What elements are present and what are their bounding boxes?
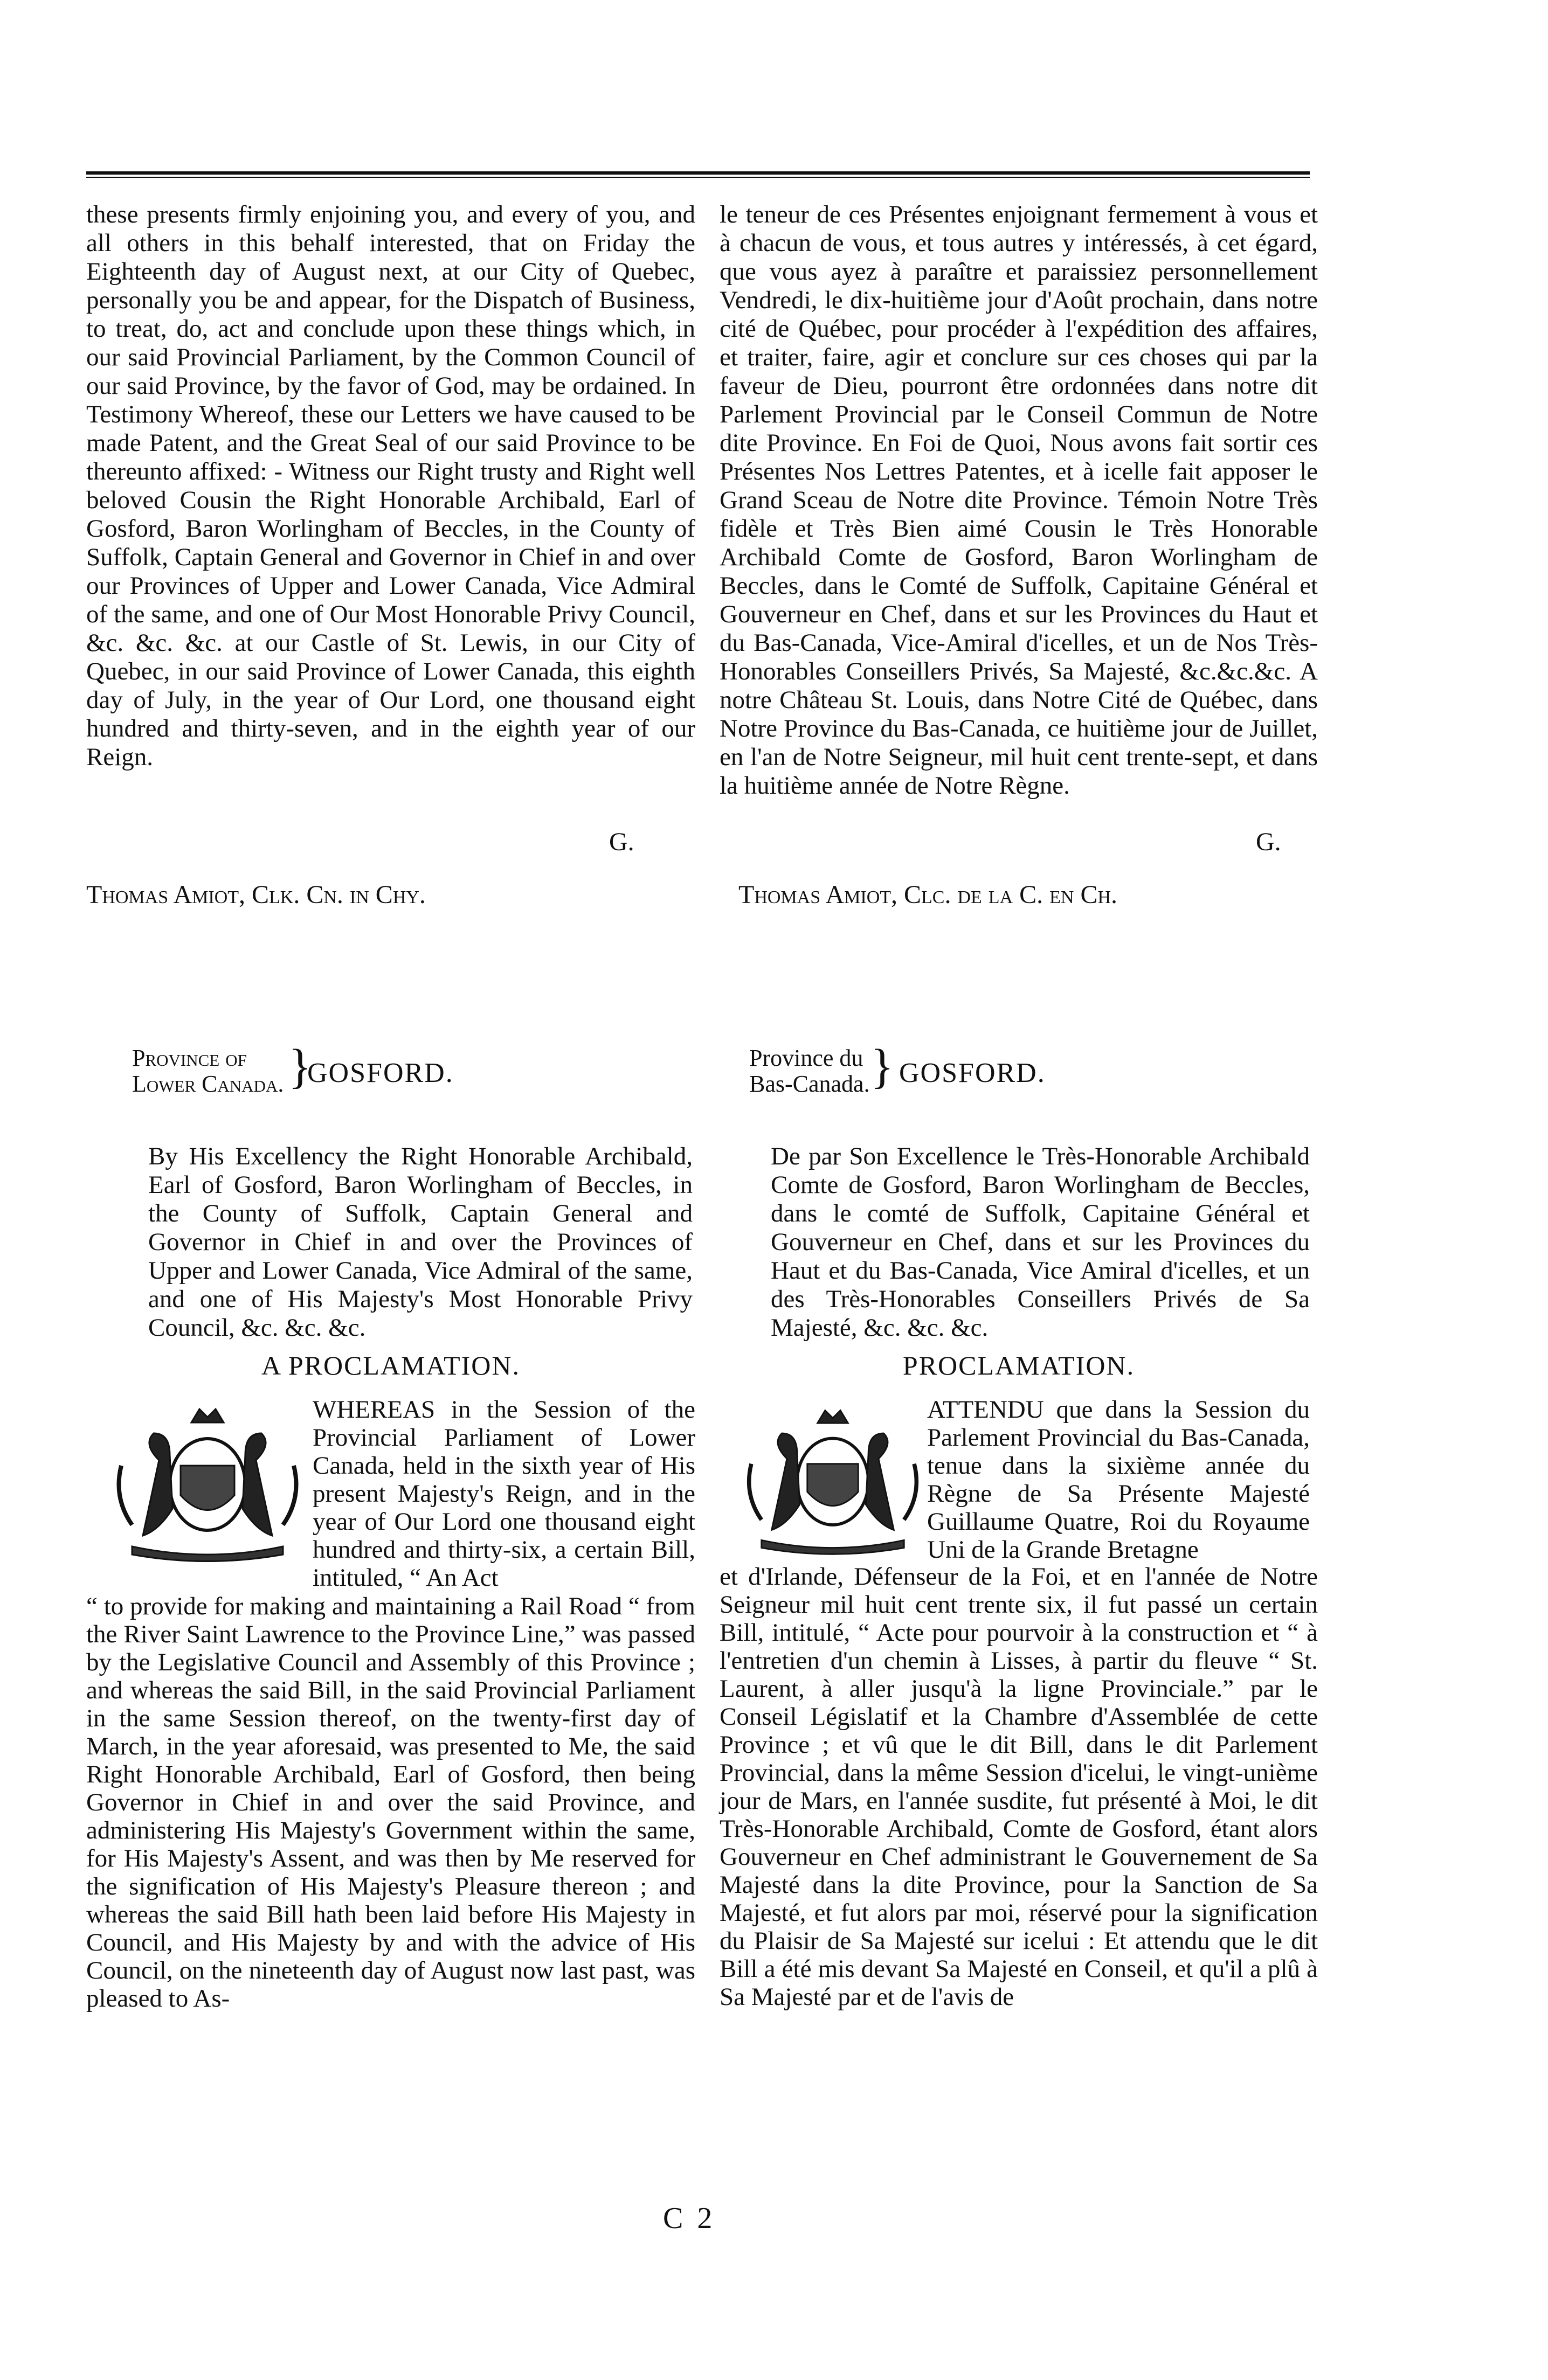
- left-proclamation-title: A PROCLAMATION.: [261, 1350, 521, 1380]
- left-proclamation-intro: WHEREAS in the Session of the Provincial Parliament of Lower Canada, held in the sixth year of His present Majesty's Reign, and in the year of Our Lord one thousand eight hundred and thirty-six, a certain Bill, intituled, “ An Act: [313, 1396, 695, 1592]
- right-clerk-signature: Thomas Amiot, Clc. de la C. en Ch.: [738, 880, 1118, 909]
- left-by-excellency: By His Excellency the Right Honorable Archibald, Earl of Gosford, Baron Worlingham of Beccles, in the County of Suffolk, Captain General and Governor in Chief in and over the Provinces of Upper and Lower Canada, Vice Admiral of the same, and one of His Majesty's Most Honorable Privy Council, &c. &c. &c.: [148, 1142, 693, 1342]
- page-number: C 2: [663, 2202, 716, 2235]
- left-signature-g: G.: [609, 828, 634, 856]
- right-brace: }: [870, 1040, 894, 1093]
- left-province-label: Province of Lower Canada.: [132, 1045, 284, 1097]
- right-gosford-heading: GOSFORD.: [899, 1058, 1046, 1088]
- left-brace: }: [288, 1040, 312, 1093]
- left-gosford-heading: GOSFORD.: [307, 1058, 454, 1088]
- right-province-label: Province du Bas-Canada.: [749, 1045, 870, 1097]
- top-right-column: [720, 200, 1318, 800]
- top-rule-thin: [86, 177, 1310, 178]
- top-rule: [86, 171, 1310, 175]
- left-clerk-signature: Thomas Amiot, Clk. Cn. in Chy.: [86, 880, 426, 909]
- right-by-excellency: De par Son Excellence le Très-Honorable Archibald Comte de Gosford, Baron Worlingham de Beccles, dans le comté de Suffolk, Capitaine Général et Gouverneur en Chef, dans et sur les Provinces du Haut et du Bas-Canada, Vice Amiral d'icelles, et un des Très-Honorables Conseillers Privés de Sa Majesté, &c. &c. &c.: [771, 1142, 1310, 1342]
- right-proclamation-body: et d'Irlande, Défenseur de la Foi, et en l'année de Notre Seigneur mil huit cent trente six, il fut passé un certain Bill, intitulé, “ Acte pour pourvoir à la construction et “ à l'entretien d'un chemin à Lisses, à partir du fleuve “ St. Laurent, à aller jusqu'à la ligne Provinciale.” par le Conseil Législatif et la Chambre d'Assemblée de cette Province ; et vû que le dit Bill, dans le dit Parlement Provincial, dans la même Session d'icelui, le vingt-unième jour de Mars, en l'année susdite, fut présenté à Moi, le dit Très-Honorable Archibald, Comte de Gosford, étant alors Gouverneur en Chef administrant le Gouvernement de Sa Majesté dans la dite Province, pour la Sanction de Sa Majesté, et fut alors par moi, réservé pour la signification du Plaisir de Sa Majesté sur icelui : Et attendu que le dit Bill a été mis devant Sa Majesté en Conseil, et qu'il a plû à Sa Majesté par et de l'avis de: [720, 1563, 1318, 2011]
- top-right-text: le teneur de ces Présentes enjoignant fermement à vous et à chacun de vous, et tous autres y intéressés, à cet égard, que vous ayez à paraître et paraissiez personnellement Vendredi, le dix-huitième jour d'Août prochain, dans notre cité de Québec, pour procéder à l'expédition des affaires, et traiter, faire, agir et conclure sur ces choses qui par la faveur de Dieu, pourront être ordonnées dans notre dit Parlement Provincial par le Conseil Commun de Notre dite Province. En Foi de Quoi, Nous avons fait sortir ces Présentes Nos Lettres Patentes, et à icelle fait apposer le Grand Sceau de Notre dite Province. Témoin Notre Très fidèle et Très Bien aimé Cousin le Très Honorable Archibald Comte de Gosford, Baron Worlingham de Beccles, dans le Comté de Suffolk, Capitaine Général et Gouverneur en Chef, dans et sur les Provinces du Haut et du Bas-Canada, Vice-Amiral d'icelles, et un de Nos Très-Honorables Conseillers Privés, Sa Majesté, &c.&c.&c. A notre Château St. Louis, dans Notre Cité de Québec, dans Notre Province du Bas-Canada, ce huitième jour de Juillet, en l'an de Notre Seigneur, mil huit cent trente-sept, et dans la huitième année de Notre Règne.: [720, 200, 1318, 800]
- royal-coat-of-arms: [110, 1401, 305, 1563]
- royal-coat-of-arms: [741, 1401, 924, 1557]
- right-proclamation-intro: ATTENDU que dans la Session du Parlement Provincial du Bas-Canada, tenue dans la sixième année du Règne de Sa Présente Majesté Guillaume Quatre, Roi du Royaume Uni de la Grande Bretagne: [927, 1396, 1310, 1564]
- top-left-text: these presents firmly enjoining you, and every of you, and all others in this behalf interested, that on Friday the Eighteenth day of August next, at our City of Quebec, personally you be and appear, for the Dispatch of Business, to treat, do, act and conclude upon these things which, in our said Provincial Parliament, by the Common Council of our said Province, by the favor of God, may be ordained. In Testimony Whereof, these our Letters we have caused to be made Patent, and the Great Seal of our said Province to be thereunto affixed: - Witness our Right trusty and Right well beloved Cousin the Right Honorable Archibald, Earl of Gosford, Baron Worlingham of Beccles, in the County of Suffolk, Captain General and Governor in Chief in and over our Provinces of Upper and Lower Canada, Vice Admiral of the same, and one of Our Most Honorable Privy Council, &c. &c. &c. at our Castle of St. Lewis, in our City of Quebec, in our said Province of Lower Canada, this eighth day of July, in the year of Our Lord, one thousand eight hundred and thirty-seven, and in the eighth year of our Reign.: [86, 200, 695, 771]
- right-proclamation-title: PROCLAMATION.: [902, 1350, 1135, 1380]
- top-left-column: [86, 200, 695, 772]
- left-proclamation-body: “ to provide for making and maintaining a Rail Road “ from the River Saint Lawrence to the Province Line,” was passed by the Legislative Council and Assembly of this Province ; and whereas the said Bill, in the said Provincial Parliament in the same Session thereof, on the twenty-first day of March, in the year aforesaid, was presented to Me, the said Right Honorable Archibald, Earl of Gosford, then being Governor in Chief in and over the said Province, and administering His Majesty's Government within the same, for His Majesty's Assent, and was then by Me reserved for the signification of His Majesty's Pleasure thereon ; and whereas the said Bill hath been laid before His Majesty in Council, and His Majesty by and with the advice of His Council, on the nineteenth day of August now last past, was pleased to As-: [86, 1592, 695, 2013]
- right-signature-g: G.: [1256, 828, 1281, 856]
